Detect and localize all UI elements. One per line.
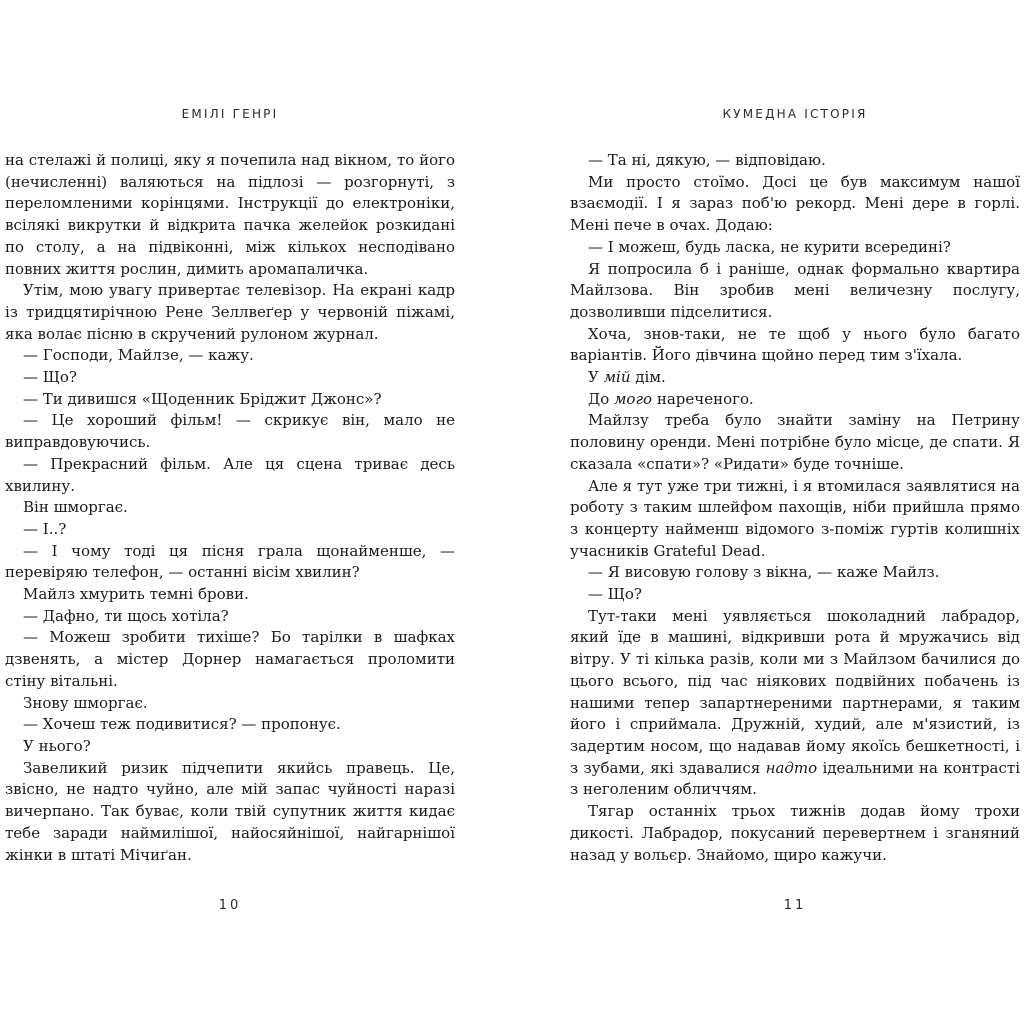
paragraph: — Та ні, дякую, — відповідаю. [588, 151, 826, 169]
paragraph: — Що? [23, 368, 77, 387]
paragraph: — І чому тоді ця пісня грала щонайменше, — перевіряю телефон, — останні вісім хвилин? [5, 541, 455, 582]
page-number: 10 [218, 898, 242, 913]
paragraph: Ми просто стоїмо. Досі це був максимум нашої взаємодії. І я зараз поб'ю рекорд. Мені дере в горлі. Мені пече в очах. Додаю: [570, 172, 1020, 235]
right-page [570, 0, 1020, 1024]
paragraph: Тягар останніх трьох тижнів додав йому трохи дикості. Лабрадор, покусаний перевертнем і зганяний назад у вольєр. Знайомо, щиро кажучи. [570, 802, 1020, 864]
running-head-author: ЕМІЛІ ГЕНРІ [181, 107, 279, 121]
paragraph: на стелажі й полиці, яку я почепила над вікном, то його (нечисленні) валяються на підлозі — розгорнуті, з переломленими корінцями. Інструкції до електроніки, всілякі викрутки й відкрита пачка желейок розкидані по столу, а на підвіконні, між кількох несподівано повних життя рослин, димить аромапаличка. [5, 151, 455, 278]
paragraph: Утім, мою увагу привертає телевізор. На екрані кадр із тридцятирічною Рене Зеллвеґер у червоній піжамі, яка волає пісню в скручений рулоном журнал. [5, 281, 455, 343]
paragraph: — Прекрасний фільм. Але ця сцена триває десь хвилину. [5, 454, 455, 495]
paragraph: У мій дім. [588, 368, 666, 387]
paragraph: У нього? [23, 736, 91, 755]
right-page-text [570, 150, 1020, 866]
running-head-title: КУМЕДНА ІСТОРІЯ [722, 107, 868, 121]
paragraph: — Господи, Майлзе, — кажу. [23, 346, 254, 365]
page-number: 11 [783, 898, 807, 913]
paragraph: — Можеш зробити тихіше? Бо тарілки в шафках дзвенять, а містер Дорнер намагається проломити стіну вітальні. [5, 628, 455, 690]
paragraph: — Ти дивишся «Щоденник Бріджит Джонс»? [23, 389, 382, 408]
paragraph: — Дафно, ти щось хотіла? [23, 606, 229, 625]
paragraph: — Я висовую голову з вікна, — каже Майлз. [588, 563, 940, 582]
paragraph: До мого нареченого. [588, 389, 754, 408]
paragraph: Завеликий ризик підчепити якийсь правець. Це, звісно, не надто чуйно, але мій запас чуйності наразі вичерпано. Так буває, коли твій супутник життя кидає тебе заради наймилішої, найосяйнішої, найгарнішої жінки в штаті Мічиґан. [5, 758, 455, 864]
paragraph: — І можеш, будь ласка, не курити всередині? [588, 237, 951, 256]
paragraph: — І..? [23, 519, 67, 538]
paragraph: — Хочеш теж подивитися? — пропонує. [23, 715, 341, 734]
paragraph: — Це хороший фільм! — скрикує він, мало не виправдовуючись. [5, 411, 455, 452]
paragraph: Хоча, знов-таки, не те щоб у нього було багато варіантів. Його дівчина щойно перед тим з'їхала. [570, 324, 1020, 365]
paragraph: Майлзу треба було знайти заміну на Петрину половину оренди. Мені потрібне було місце, де спати. Я сказала «спати»? «Ридати» буде точніше. [570, 411, 1020, 473]
paragraph: — Що? [588, 585, 642, 604]
paragraph: Але я тут уже три тижні, і я втомилася заявлятися на роботу з таким шлейфом пахощів, ніби прийшла прямо з концерту найменш відомого з-поміж гуртів колишніх учасників Grateful Dead. [570, 476, 1020, 560]
paragraph: Я попросила б і раніше, однак формально квартира Майлзова. Він зробив мені величезну послугу, дозволивши підселитися. [570, 259, 1020, 321]
left-page-text [5, 150, 455, 866]
paragraph: Майлз хмурить темні брови. [23, 585, 249, 604]
paragraph: Знову шморгає. [23, 693, 148, 712]
left-page [5, 0, 455, 1024]
paragraph: Тут-таки мені уявляється шоколадний лабрадор, який їде в машині, відкривши рота й мружачись від вітру. У ті кілька разів, коли ми з Майлзом бачилися до цього всього, під час ніякових подвійних побачень із нашими тепер запартнереними партнерами, я таким його і сприймала. Дружній, худий, але м'язистий, із задертим носом, що надавав йому якоїсь бешкетності, і з зубами, які здавалися надто ідеальними на контрасті з неголеним обличчям. [570, 606, 1020, 799]
paragraph: Він шморгає. [23, 498, 128, 517]
